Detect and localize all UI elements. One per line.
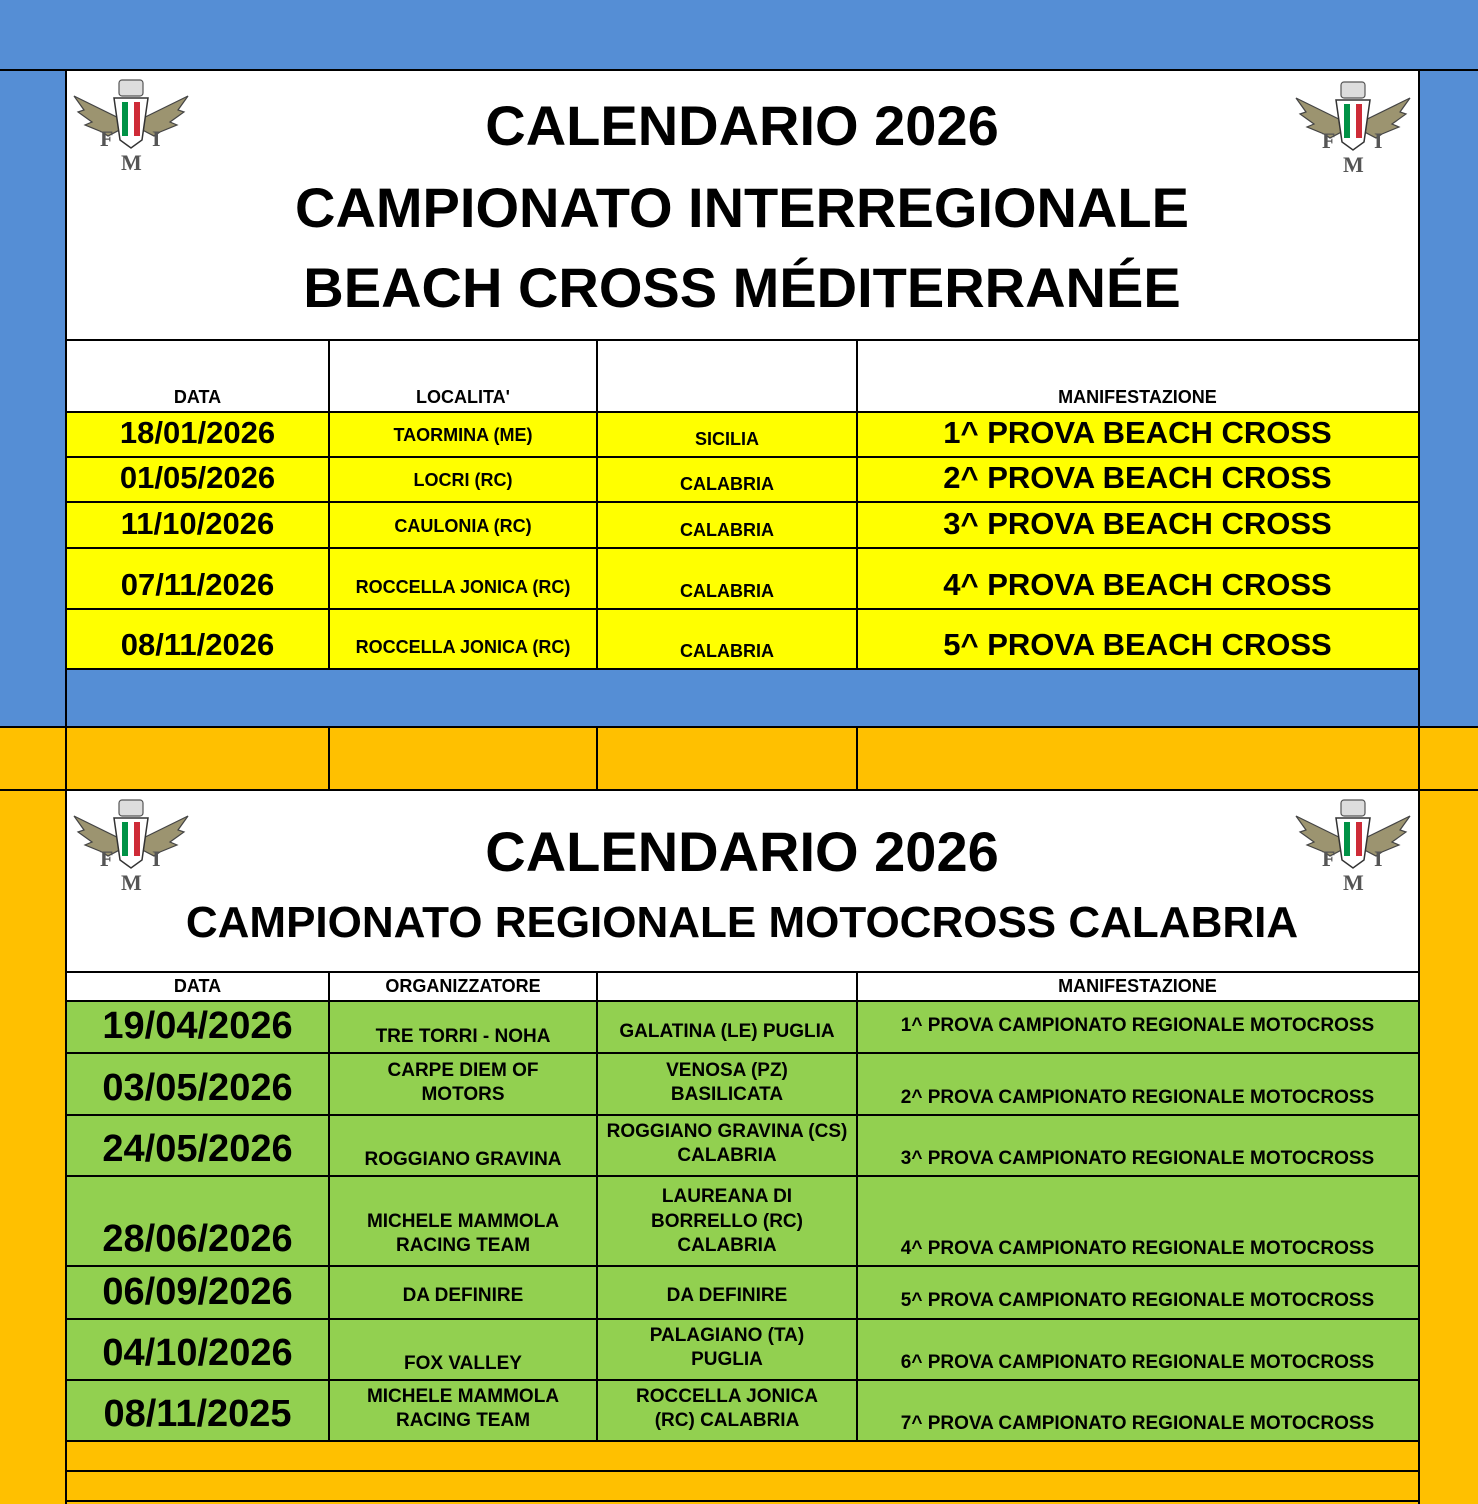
grid-line — [0, 789, 1478, 791]
column-header-venue — [597, 972, 857, 1001]
section1-title: CALENDARIO 2026 — [485, 94, 999, 157]
table-row-venue: ROGGIANO GRAVINA (CS) CALABRIA — [606, 1120, 848, 1167]
svg-text:M: M — [121, 870, 142, 894]
table-row-venue: GALATINA (LE) PUGLIA — [619, 1021, 835, 1043]
table-row-event: 3^ PROVA CAMPIONATO REGIONALE MOTOCROSS — [900, 1148, 1375, 1170]
grid-line — [856, 727, 858, 790]
table-row-organizer: MICHELE MAMMOLA RACING TEAM — [366, 1385, 560, 1432]
grid-line — [65, 1500, 1420, 1502]
table-row-date: 11/10/2026 — [120, 505, 275, 541]
table-row-event: 6^ PROVA CAMPIONATO REGIONALE MOTOCROSS — [900, 1352, 1375, 1374]
svg-text:M: M — [121, 150, 142, 174]
table-row-date: 04/10/2026 — [102, 1331, 293, 1374]
table-row-organizer: CARPE DIEM OF MOTORS — [387, 1059, 539, 1106]
column-header-date: DATA — [173, 386, 222, 407]
table-row-date: 08/11/2025 — [103, 1392, 292, 1435]
table-row-region: CALABRIA — [680, 519, 774, 540]
table-row-event: 2^ PROVA BEACH CROSS — [943, 459, 1332, 495]
table-row-organizer: TRE TORRI - NOHA — [375, 1026, 551, 1048]
column-header-organizer: ORGANIZZATORE — [385, 975, 541, 996]
column-header-region — [597, 340, 857, 412]
svg-text:F: F — [100, 126, 114, 151]
svg-text:I: I — [152, 846, 161, 871]
table-row-region: CALABRIA — [680, 473, 774, 494]
grid-line — [0, 69, 1478, 71]
table-row-date: 01/05/2026 — [119, 459, 276, 495]
grid-line — [65, 1470, 1420, 1472]
section1-subtitle: BEACH CROSS MÉDITERRANÉE — [303, 256, 1181, 319]
table-row-venue: ROCCELLA JONICA (RC) CALABRIA — [636, 1385, 818, 1432]
table-row-event: 1^ PROVA CAMPIONATO REGIONALE MOTOCROSS — [900, 1015, 1375, 1037]
svg-text:F: F — [1322, 846, 1336, 871]
table-row-date: 07/11/2026 — [120, 566, 275, 602]
grid-line — [328, 727, 330, 790]
table-row-venue: LAUREANA DI BORRELLO (RC) CALABRIA — [651, 1185, 803, 1257]
table-row-location: ROCCELLA JONICA (RC) — [355, 576, 571, 597]
column-header-date: DATA — [173, 975, 222, 996]
column-header-location: LOCALITA' — [416, 386, 510, 407]
grid-line — [596, 727, 598, 790]
table-row-date: 18/01/2026 — [119, 414, 276, 450]
table-row-location: ROCCELLA JONICA (RC) — [355, 636, 571, 657]
table-row-region: CALABRIA — [680, 640, 774, 661]
table-row-event: 3^ PROVA BEACH CROSS — [943, 505, 1332, 541]
table-row-location: LOCRI (RC) — [413, 469, 513, 490]
table-row-event: 4^ PROVA CAMPIONATO REGIONALE MOTOCROSS — [900, 1238, 1375, 1260]
table-row-event: 1^ PROVA BEACH CROSS — [943, 414, 1332, 450]
table-row-organizer: FOX VALLEY — [404, 1353, 522, 1375]
table-row-event: 2^ PROVA CAMPIONATO REGIONALE MOTOCROSS — [900, 1087, 1375, 1109]
column-header-event: MANIFESTAZIONE — [1058, 386, 1217, 407]
section1-subtitle: CAMPIONATO INTERREGIONALE — [295, 176, 1189, 239]
table-row-date: 24/05/2026 — [102, 1127, 293, 1170]
table-row-date: 08/11/2026 — [120, 626, 275, 662]
section2-title: CALENDARIO 2026 — [485, 820, 999, 883]
svg-text:F: F — [1322, 128, 1336, 153]
table-row-organizer: ROGGIANO GRAVINA — [364, 1149, 562, 1171]
table-row-organizer: DA DEFINIRE — [402, 1285, 524, 1307]
grid-line — [1418, 69, 1420, 1504]
svg-text:I: I — [1374, 846, 1383, 871]
table-row-event: 5^ PROVA BEACH CROSS — [943, 626, 1332, 662]
table-row-organizer: MICHELE MAMMOLA RACING TEAM — [366, 1210, 560, 1257]
table-row-venue: PALAGIANO (TA) PUGLIA — [649, 1324, 805, 1371]
table-row-region: SICILIA — [694, 428, 759, 449]
svg-text:M: M — [1343, 152, 1364, 176]
svg-text:I: I — [1374, 128, 1383, 153]
section2-subtitle: CAMPIONATO REGIONALE MOTOCROSS CALABRIA — [185, 898, 1299, 947]
table-row-location: CAULONIA (RC) — [394, 515, 532, 536]
table-row-date: 06/09/2026 — [102, 1270, 293, 1313]
table-row-event: 4^ PROVA BEACH CROSS — [943, 566, 1332, 602]
svg-text:M: M — [1343, 870, 1364, 894]
table-row-date: 19/04/2026 — [102, 1004, 293, 1047]
table-row-venue: DA DEFINIRE — [666, 1285, 788, 1307]
svg-text:I: I — [152, 126, 161, 151]
svg-text:F: F — [100, 846, 114, 871]
table-row-location: TAORMINA (ME) — [393, 424, 533, 445]
table-row-date: 03/05/2026 — [102, 1066, 293, 1109]
table-row-region: CALABRIA — [680, 580, 774, 601]
table-row-event: 5^ PROVA CAMPIONATO REGIONALE MOTOCROSS — [900, 1290, 1375, 1312]
table-row-venue: VENOSA (PZ) BASILICATA — [666, 1059, 788, 1106]
table-row-date: 28/06/2026 — [102, 1217, 293, 1260]
table-row-event: 7^ PROVA CAMPIONATO REGIONALE MOTOCROSS — [900, 1413, 1375, 1435]
column-header-event: MANIFESTAZIONE — [1058, 975, 1217, 996]
grid-line — [0, 726, 1478, 728]
